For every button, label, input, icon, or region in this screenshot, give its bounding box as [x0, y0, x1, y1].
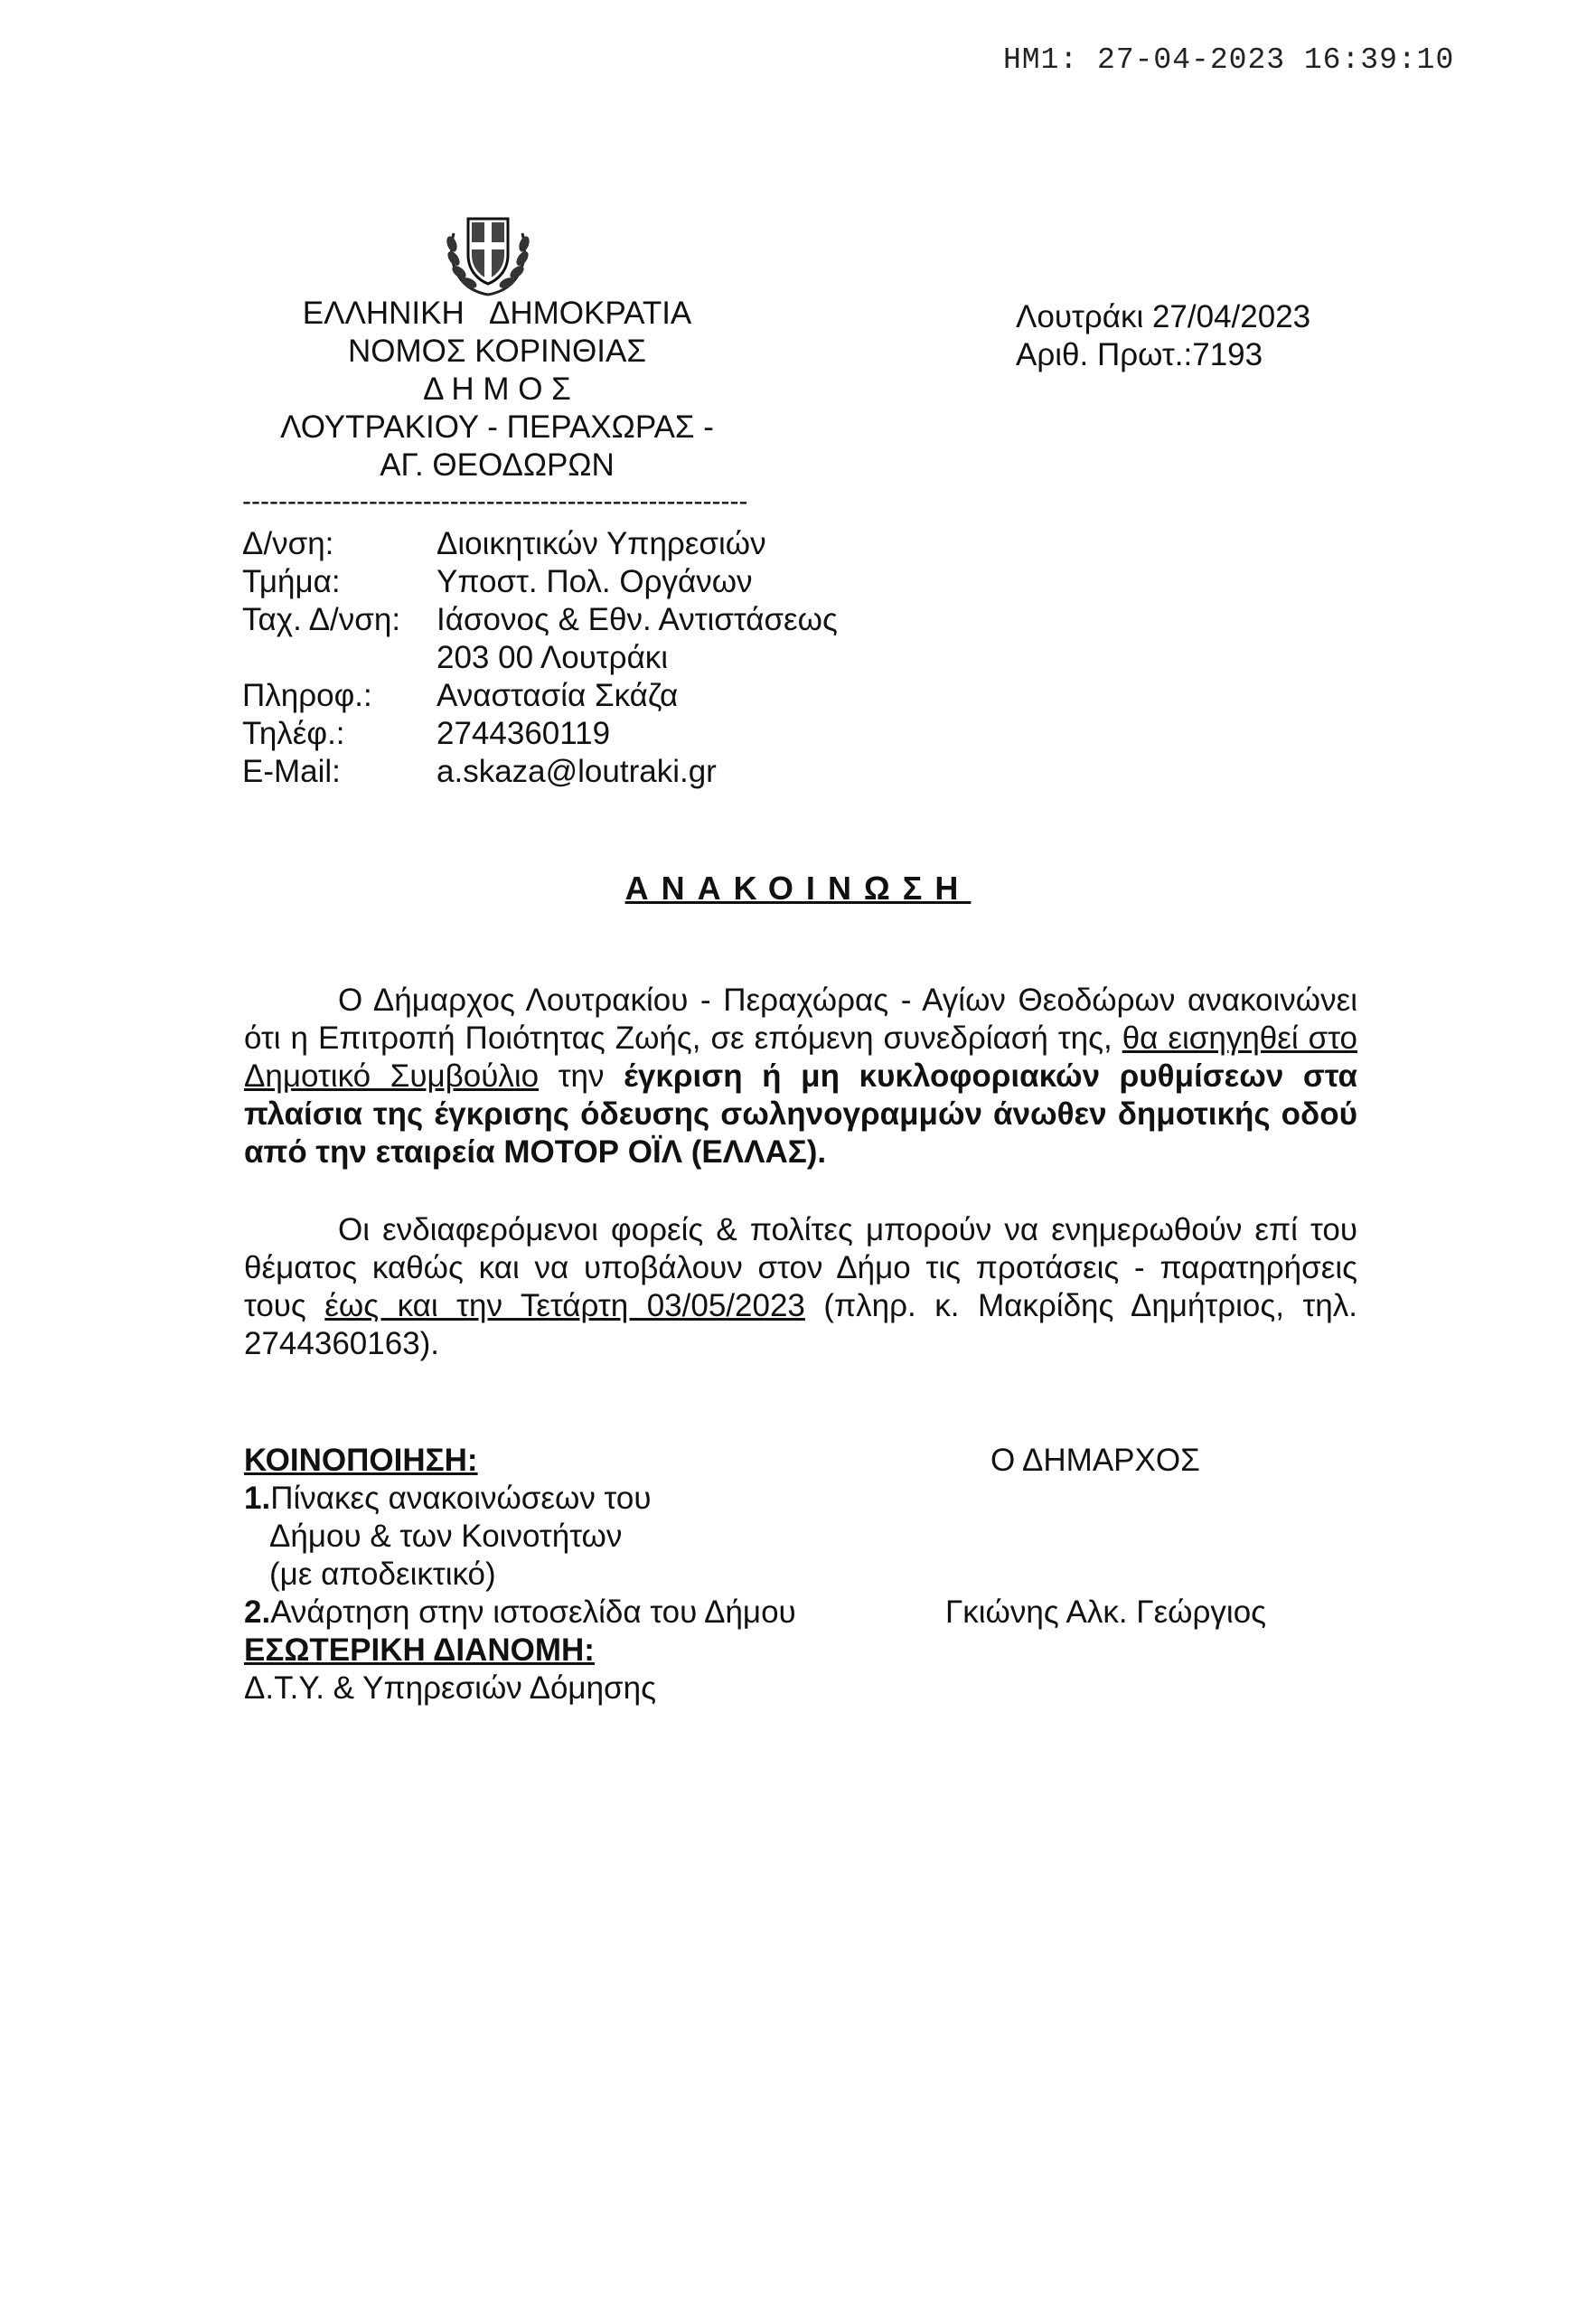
paragraph-1-text-b: την	[539, 1058, 624, 1094]
distribution-item-2-text: Ανάρτηση στην ιστοσελίδα του Δήμου	[270, 1594, 796, 1630]
letterhead-municipality-name-2: ΑΓ. ΘΕΟΔΩΡΩΝ	[380, 447, 615, 483]
paragraph-2-underlined: έως και την Τετάρτη 03/05/2023	[324, 1288, 805, 1323]
letterhead-prefecture: ΝΟΜΟΣ ΚΟΡΙΝΘΙΑΣ	[347, 334, 646, 369]
address-value-2: 203 00 Λουτράκι	[437, 640, 669, 675]
meta-row-department	[242, 525, 838, 563]
letterhead-block	[235, 295, 759, 484]
internal-distribution-text: Δ.Τ.Υ. & Υπηρεσιών Δόμησης	[244, 1670, 656, 1706]
meta-row-address-2	[242, 639, 838, 677]
section-label: Τμήμα:	[242, 564, 341, 599]
coat-of-arms-emblem	[441, 206, 535, 300]
meta-row-phone	[242, 715, 838, 753]
timestamp-stamp: HM1: 27-04-2023 16:39:10	[1003, 43, 1455, 77]
email-label: E-Mail:	[242, 754, 341, 789]
address-value: Ιάσονος & Εθν. Αντιστάσεως	[437, 602, 838, 637]
meta-row-section	[242, 563, 838, 601]
announcement-paragraph-1	[244, 982, 1357, 1171]
document-date: Λουτράκι 27/04/2023	[1016, 299, 1311, 334]
phone-value: 2744360119	[437, 716, 611, 751]
internal-distribution-heading: ΕΣΩΤΕΡΙΚΗ ΔΙΑΝΟΜΗ:	[244, 1632, 595, 1668]
distribution-item-1-text: Πίνακες ανακοινώσεων του	[270, 1481, 652, 1516]
paragraph-2-text-b: (πληρ. κ. Μακρίδης Δημήτριος, τηλ. 2744360163).	[244, 1288, 1358, 1361]
distribution-item-1-line-2: Δήμου & των Κοινοτήτων	[269, 1519, 623, 1554]
paragraph-2-text-a: Οι ενδιαφερόμενοι φορείς & πολίτες μπορούν να ενημερωθούν επί του θέματος καθώς και να υποβάλουν στον Δήμο τις προτάσεις - παρατηρήσεις τους	[244, 1212, 1357, 1323]
info-label: Πληροφ.:	[242, 678, 372, 713]
distribution-block	[244, 1442, 796, 1707]
meta-row-email	[242, 753, 838, 791]
signature-name: Γκιώνης Αλκ. Γεώργιος	[945, 1594, 1267, 1630]
distribution-item-1-number: 1.	[244, 1481, 271, 1516]
contact-details	[242, 525, 838, 791]
address-label: Ταχ. Δ/νση:	[242, 602, 401, 637]
signature-role: Ο ΔΗΜΑΡΧΟΣ	[990, 1443, 1200, 1478]
announcement-paragraph-2	[244, 1211, 1357, 1363]
paragraph-1-text-a: Ο Δήμαρχος Λουτρακίου - Περαχώρας - Αγίων Θεοδώρων ανακοινώνει ότι η Επιτροπή Ποιότητας Ζωής, σε επόμενη συνεδρίασή της,	[244, 983, 1357, 1056]
paragraph-1-bold: έγκριση ή μη κυκλοφοριακών ρυθμίσεων στα πλαίσια της έγκρισης όδευσης σωληνογραμμών άνωθεν δημοτικής οδού από την εταιρεία ΜΟΤΟΡ ΟΪΛ (ΕΛΛΑΣ).	[244, 1058, 1358, 1170]
letterhead-municipality-label: Δ Η Μ Ο Σ	[423, 372, 571, 407]
info-value: Αναστασία Σκάζα	[437, 678, 679, 713]
paragraph-1-underlined: θα εισηγηθεί στο Δημοτικό Συμβούλιο	[244, 1021, 1357, 1094]
letterhead-country: ΕΛΛΗΝΙΚΗ ΔΗΜΟΚΡΑΤΙΑ	[302, 296, 692, 331]
letterhead-municipality-name: ΛΟΥΤΡΑΚΙΟΥ - ΠΕΡΑΧΩΡΑΣ -	[280, 409, 714, 445]
distribution-item-2-number: 2.	[244, 1594, 271, 1630]
distribution-item-1-line-3: (με αποδεικτικό)	[269, 1557, 496, 1592]
email-value[interactable]: a.skaza@loutraki.gr	[437, 754, 717, 789]
department-value: Διοικητικών Υπηρεσιών	[437, 526, 766, 561]
protocol-number: Αριθ. Πρωτ.:7193	[1016, 337, 1263, 372]
announcement-title: ΑΝΑΚΟΙΝΩΣΗ	[624, 870, 972, 907]
meta-row-info	[242, 677, 838, 715]
distribution-heading: ΚΟΙΝΟΠΟΙΗΣΗ:	[244, 1443, 478, 1478]
distribution-item-1	[244, 1480, 796, 1518]
department-label: Δ/νση:	[242, 526, 334, 561]
distribution-item-2	[244, 1594, 796, 1632]
meta-row-address	[242, 601, 838, 639]
section-value: Υποστ. Πολ. Οργάνων	[437, 564, 753, 599]
phone-label: Τηλέφ.:	[242, 716, 345, 751]
letterhead-separator: --------------------------------------------------------	[242, 486, 748, 516]
